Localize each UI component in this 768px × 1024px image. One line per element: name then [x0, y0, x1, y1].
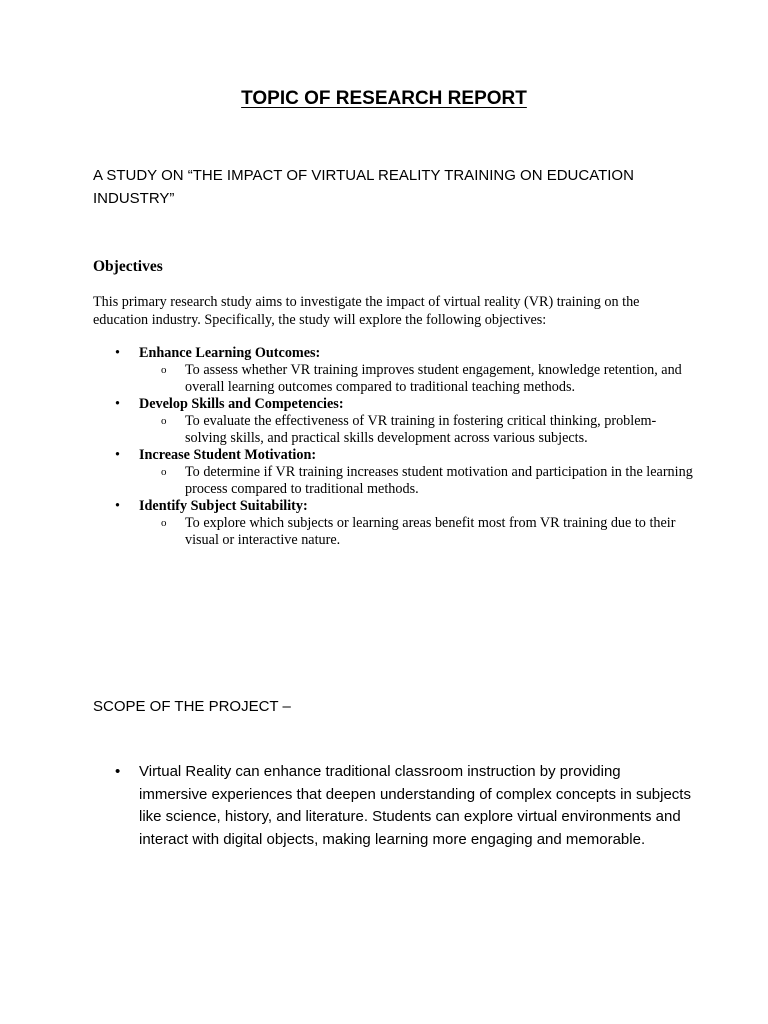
- objective-item: [93, 396, 693, 447]
- scope-item-text: Virtual Reality can enhance traditional classroom instruction by providing immersive experiences that deepen understanding of complex concepts in subjects like science, history, and literature. Students can explore virtual environments and interact with digital objects, making learning more engaging and memorable.: [139, 763, 691, 848]
- bullet-icon: •: [115, 763, 121, 780]
- bullet-icon: •: [115, 498, 120, 514]
- objective-detail-text: To explore which subjects or learning areas benefit most from VR training due to their visual or interactive nature.: [185, 515, 676, 548]
- objective-item: [93, 447, 693, 498]
- scope-list: [93, 761, 693, 851]
- scope-item: [93, 761, 693, 851]
- circle-bullet-icon: o: [161, 364, 167, 376]
- objective-detail: [139, 413, 693, 447]
- objective-detail-text: To evaluate the effectiveness of VR training in fostering critical thinking, problem-solving skills, and practical skills development across various subjects.: [185, 413, 657, 446]
- objective-title: Increase Student Motivation:: [139, 447, 317, 463]
- objective-title: Enhance Learning Outcomes:: [139, 345, 321, 361]
- report-title: TOPIC OF RESEARCH REPORT: [241, 88, 527, 109]
- bullet-icon: •: [115, 447, 120, 463]
- objective-detail: [139, 515, 693, 549]
- circle-bullet-icon: o: [161, 466, 167, 478]
- objective-sub-list: [139, 464, 693, 498]
- objective-sub-list: [139, 515, 693, 549]
- objective-sub-list: [139, 362, 693, 396]
- objective-detail: [139, 362, 693, 396]
- circle-bullet-icon: o: [161, 517, 167, 529]
- scope-heading: SCOPE OF THE PROJECT –: [93, 698, 291, 715]
- objective-title: Identify Subject Suitability:: [139, 498, 308, 514]
- objective-detail-text: To assess whether VR training improves student engagement, knowledge retention, and overall learning outcomes compared to traditional teaching methods.: [185, 362, 682, 395]
- objectives-heading: Objectives: [93, 258, 163, 275]
- circle-bullet-icon: o: [161, 415, 167, 427]
- study-title: A STUDY ON “THE IMPACT OF VIRTUAL REALITY TRAINING ON EDUCATION INDUSTRY”: [93, 167, 634, 207]
- objective-detail: [139, 464, 693, 498]
- bullet-icon: •: [115, 345, 120, 361]
- objectives-intro: This primary research study aims to investigate the impact of virtual reality (VR) training on the education industry. Specifically, the study will explore the following objectives:: [93, 294, 640, 328]
- objective-item: [93, 345, 693, 396]
- objective-title: Develop Skills and Competencies:: [139, 396, 344, 412]
- objective-detail-text: To determine if VR training increases student motivation and participation in the learning process compared to traditional methods.: [185, 464, 693, 497]
- objective-item: [93, 498, 693, 549]
- objective-sub-list: [139, 413, 693, 447]
- bullet-icon: •: [115, 396, 120, 412]
- objectives-list: [93, 345, 693, 549]
